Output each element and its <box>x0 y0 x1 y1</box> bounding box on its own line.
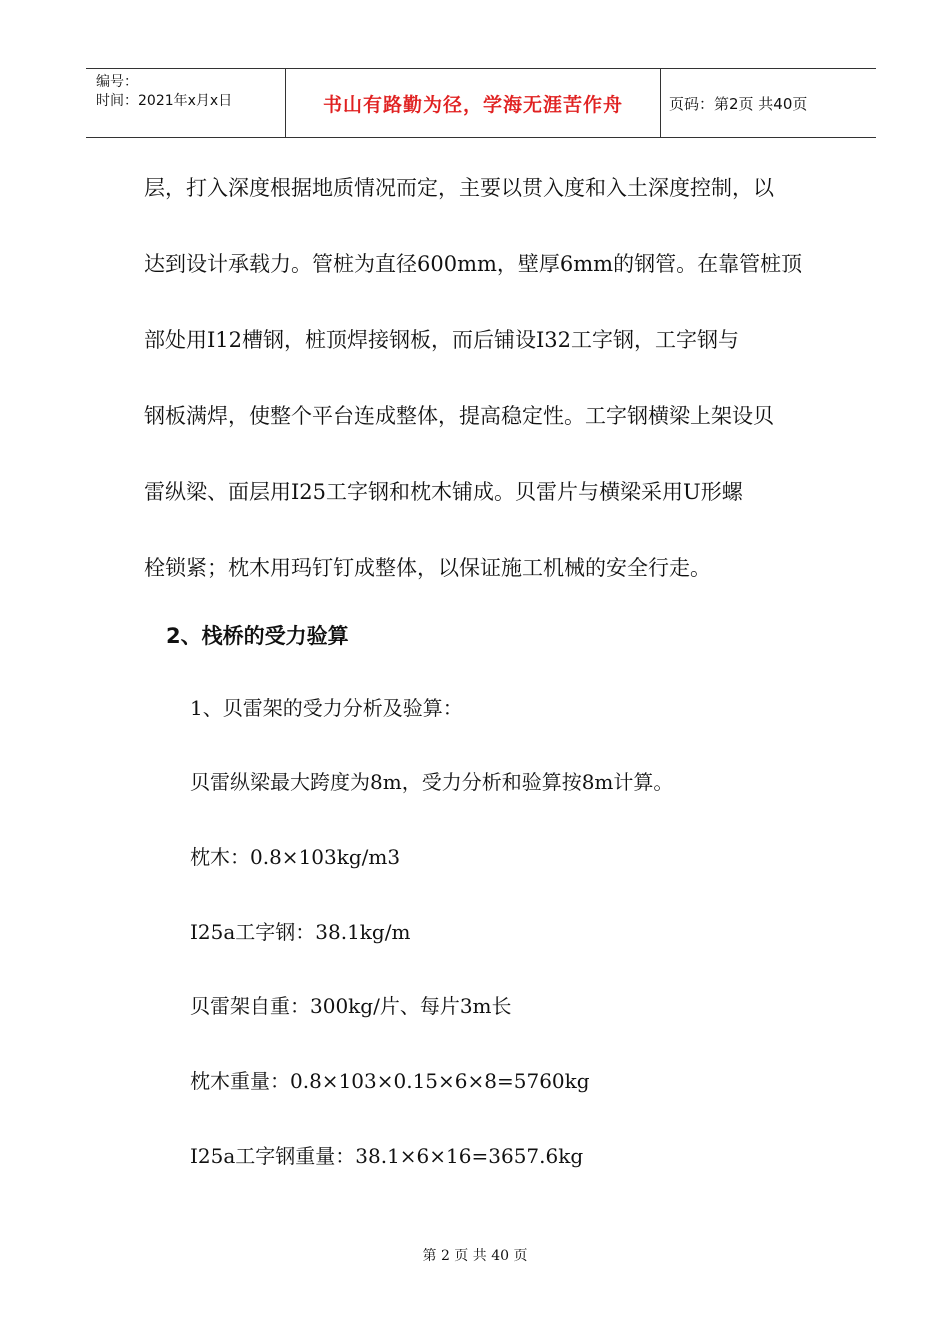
list-item: Ⅰ25a工字钢：38.1kg/m <box>190 920 411 944</box>
paragraph-line: 部处用Ⅰ12槽钢，桩顶焊接钢板，而后铺设Ⅰ32工字钢，工字钢与 <box>144 328 740 352</box>
paragraph-line: 雷纵梁、面层用Ⅰ25工字钢和枕木铺成。贝雷片与横梁采用U形螺 <box>144 480 743 504</box>
list-item: Ⅰ25a工字钢重量：38.1×6×16=3657.6kg <box>190 1144 584 1168</box>
header-number: 编号： <box>96 74 138 90</box>
list-item: 1、贝雷架的受力分析及验算： <box>190 696 463 720</box>
page-header <box>86 68 876 138</box>
list-item: 枕木重量：0.8×103×0.15×6×8=5760kg <box>190 1069 590 1093</box>
paragraph-line: 栓锁紧；枕木用玛钉钉成整体，以保证施工机械的安全行走。 <box>144 556 711 580</box>
header-meta <box>86 69 286 137</box>
paragraph-line: 层，打入深度根据地质情况而定，主要以贯入度和入土深度控制，以 <box>144 176 774 200</box>
section-heading: 2、栈桥的受力验算 <box>166 624 349 648</box>
list-item: 贝雷纵梁最大跨度为8m，受力分析和验算按8m计算。 <box>190 770 674 794</box>
list-item: 枕木：0.8×103kg/m3 <box>190 845 401 869</box>
list-item: 贝雷架自重：300kg/片、每片3m长 <box>190 994 512 1018</box>
body-paragraph <box>144 168 824 624</box>
header-page-number: 页码：第2页 共40页 <box>669 94 808 113</box>
header-motto: 书山有路勤为径，学海无涯苦作舟 <box>286 69 661 137</box>
paragraph-line: 钢板满焊，使整个平台连成整体，提高稳定性。工字钢横梁上架设贝 <box>144 404 774 428</box>
page-footer: 第 2 页 共 40 页 <box>422 1248 528 1264</box>
header-time: 时间：2021年x月x日 <box>96 93 233 109</box>
paragraph-line: 达到设计承载力。管桩为直径600mm，壁厚6mm的钢管。在靠管桩顶 <box>144 252 803 276</box>
